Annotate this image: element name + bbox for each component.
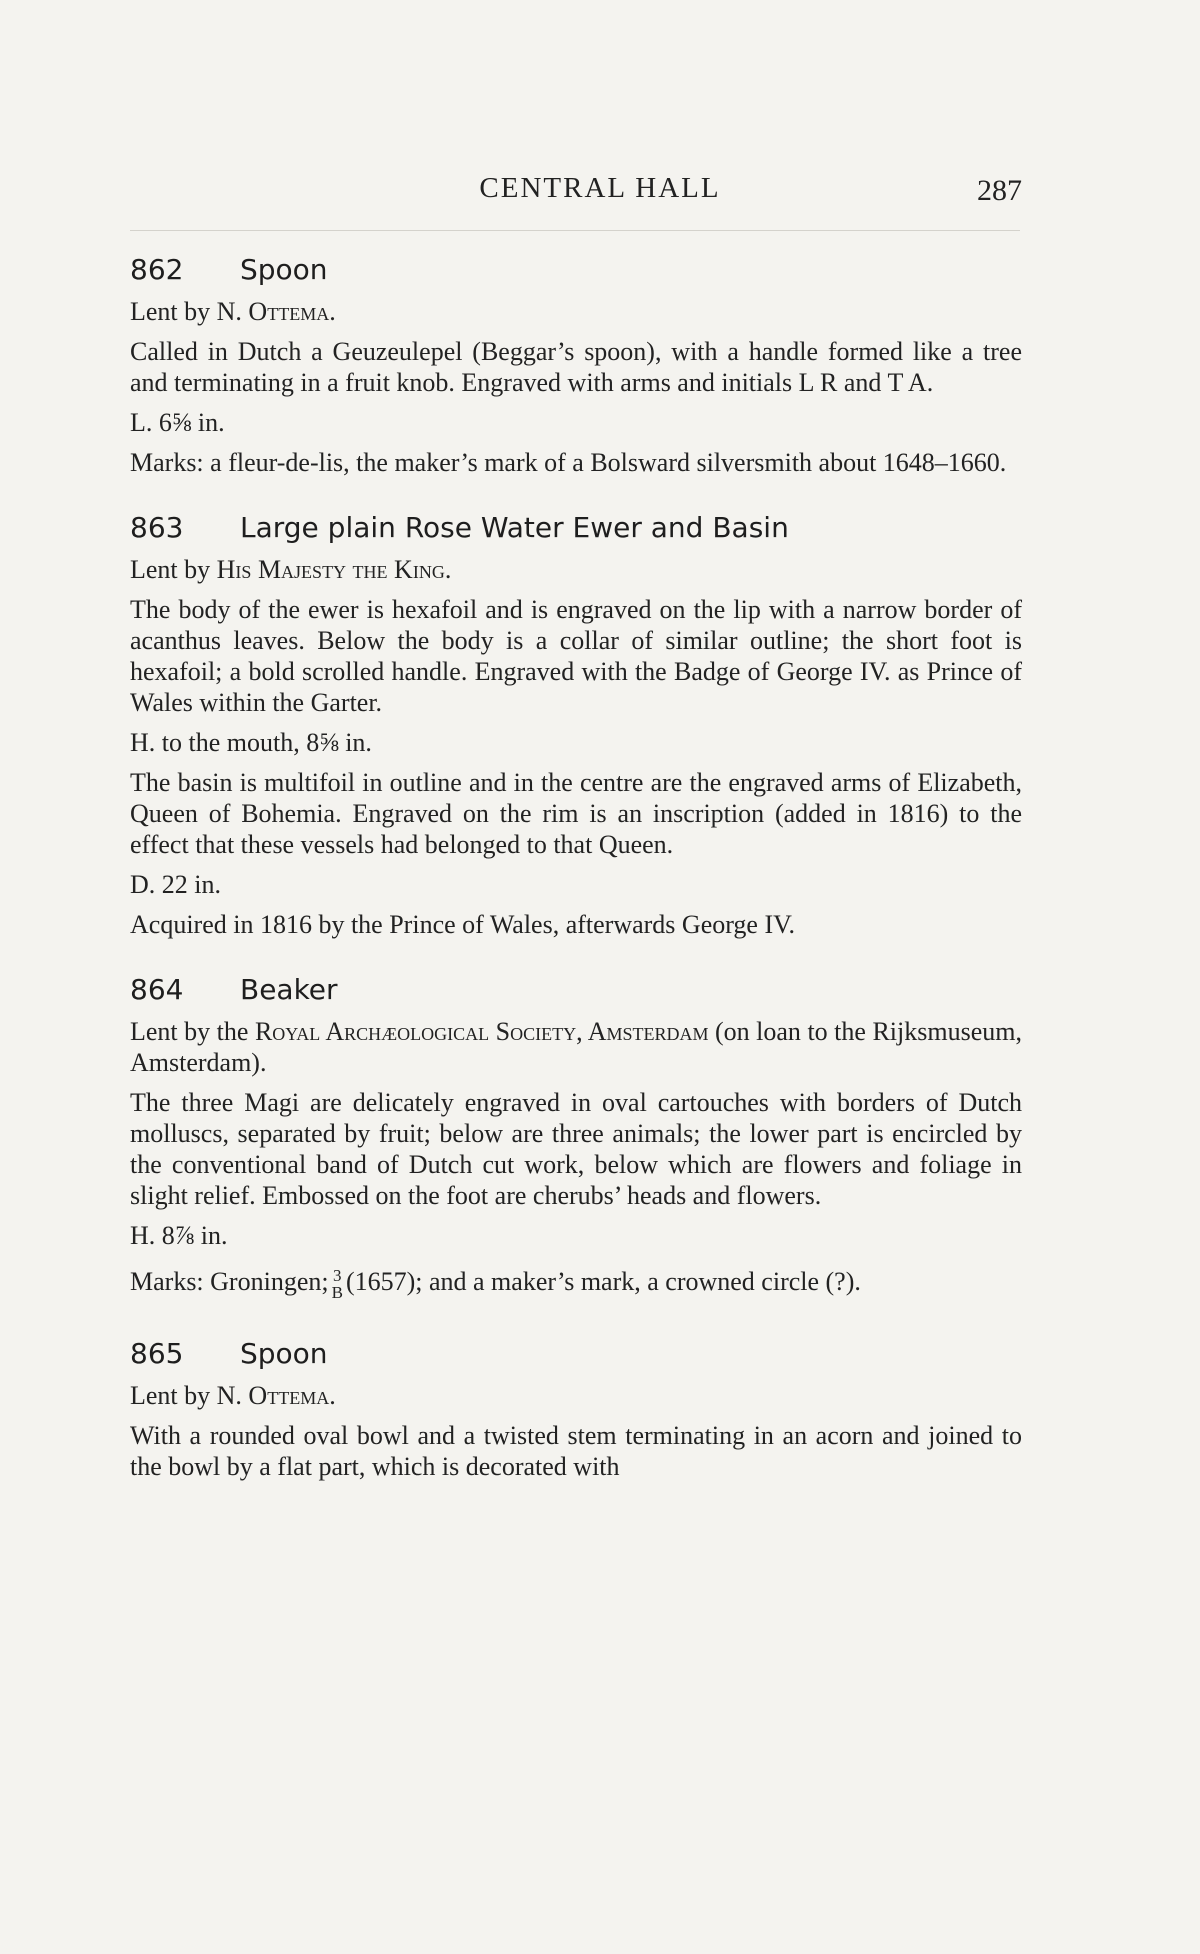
entry-number: 863 <box>130 511 184 544</box>
lender-name: N. Ottema. <box>216 297 336 326</box>
entry-title: Large plain Rose Water Ewer and Basin <box>240 511 789 544</box>
catalogue-entry <box>130 250 1022 478</box>
lender-line <box>130 1380 1022 1411</box>
date-letter-bottom: B <box>331 1283 343 1303</box>
lender-name: His Majesty the King. <box>216 555 452 584</box>
entry-marks: Marks: a fleur-de-lis, the maker’s mark of a Bolsward silversmith about 1648–1660. <box>130 448 1007 477</box>
entry-measurement: H. to the mouth, 8⅝ in. <box>130 728 372 757</box>
entry-description: The body of the ewer is hexafoil and is engraved on the lip with a narrow border of acanthus leaves. Below the body is a collar of similar outline; the short foot is hexafoil; a bold scrolled handle. Engraved with the Badge of George IV. as Prince of Wales within the Garter. <box>130 595 1022 717</box>
catalogue-entry <box>130 970 1022 1304</box>
entry-heading <box>130 1334 1022 1374</box>
date-letter-top: 3 <box>333 1266 342 1286</box>
lender-line <box>130 554 1022 585</box>
entry-number: 865 <box>130 1337 184 1370</box>
marks-suffix: (1657); and a maker’s mark, a crowned circle (?). <box>345 1267 861 1296</box>
entry-heading <box>130 250 1022 290</box>
lender-line <box>130 1016 1022 1078</box>
lender-prefix: Lent by <box>130 1381 217 1410</box>
entry-marks <box>130 1260 1022 1304</box>
lender-prefix: Lent by <box>130 297 217 326</box>
entry-description: The three Magi are delicately engraved in oval cartouches with borders of Dutch molluscs, separated by fruit; below are three animals; the lower part is encircled by the conventional band of Dutch cut work, below which are flowers and foliage in slight relief. Embossed on the foot are cherubs’ heads and flowers. <box>130 1088 1022 1210</box>
entry-number: 864 <box>130 973 184 1006</box>
lender-prefix: Lent by the <box>130 1017 255 1046</box>
entry-provenance: Acquired in 1816 by the Prince of Wales, afterwards George IV. <box>130 910 796 939</box>
entry-title: Beaker <box>240 973 338 1006</box>
catalogue-entry <box>130 508 1022 940</box>
catalogue-content <box>130 250 1022 1512</box>
entry-number: 862 <box>130 253 184 286</box>
entry-title: Spoon <box>240 253 328 286</box>
entry-description: Called in Dutch a Geuzeulepel (Beggar’s spoon), with a handle formed like a tree and terminating in a fruit knob. Engraved with arms and initials L R and T A. <box>130 337 1022 397</box>
entry-heading <box>130 508 1022 548</box>
page-number: 287 <box>977 174 1022 207</box>
page-title: CENTRAL HALL <box>479 172 721 204</box>
entry-heading <box>130 970 1022 1010</box>
entry-description: With a rounded oval bowl and a twisted stem terminating in an acorn and joined to the bowl by a flat part, which is decorated with <box>130 1421 1022 1481</box>
catalogue-entry <box>130 1334 1022 1482</box>
lender-name: N. Ottema. <box>216 1381 336 1410</box>
header-rule <box>130 230 1020 231</box>
lender-suffix: (on loan to the Rijksmuseum, Amsterdam). <box>130 1017 1022 1077</box>
entry-description-basin: The basin is multifoil in outline and in the centre are the engraved arms of Elizabeth, Queen of Bohemia. Engraved on the rim is an inscription (added in 1816) to the effect that these vessels had belonged to that Queen. <box>130 768 1022 859</box>
entry-measurement: L. 6⅝ in. <box>130 408 225 437</box>
entry-title: Spoon <box>240 1337 328 1370</box>
running-head <box>0 172 1200 212</box>
lender-line <box>130 296 1022 327</box>
entry-measurement: H. 8⅞ in. <box>130 1221 228 1250</box>
lender-prefix: Lent by <box>130 555 217 584</box>
date-letter-mark <box>332 1267 343 1301</box>
marks-prefix: Marks: Groningen; <box>130 1267 329 1296</box>
lender-name: Royal Archæological Society, Amsterdam <box>254 1017 709 1046</box>
entry-measurement-basin: D. 22 in. <box>130 870 221 899</box>
